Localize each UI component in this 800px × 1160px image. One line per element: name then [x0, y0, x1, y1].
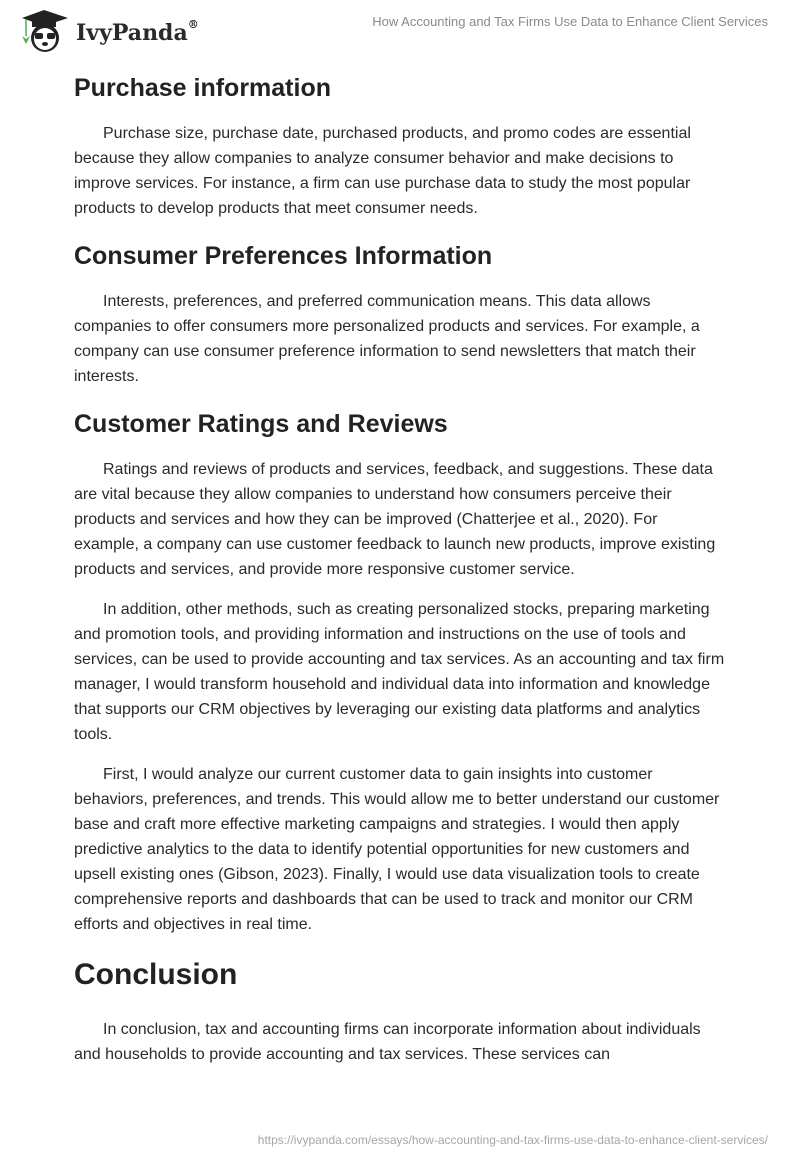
paragraph: Interests, preferences, and preferred communication means. This data allows companies to offer consumers more personalized products and services. For example, a company can use consumer preference information to send newsletters that match their interests. [74, 293, 700, 385]
panda-graduate-icon [18, 8, 74, 54]
essay-content [74, 70, 726, 1067]
source-url[interactable]: https://ivypanda.com/essays/how-accounting-and-tax-firms-use-data-to-enhance-client-services/ [257, 1133, 768, 1147]
logo-text: IvyPanda® [76, 18, 199, 46]
ivypanda-logo[interactable] [18, 8, 199, 54]
paragraph: Ratings and reviews of products and services, feedback, and suggestions. These data are vital because they allow companies to understand how consumers perceive their products and services and how they can be improved (Chatterjee et al., 2020). For example, a company can use customer feedback to launch new products, improve existing products and services, and provide more responsive customer service. [74, 461, 716, 578]
paragraph: In conclusion, tax and accounting firms can incorporate information about individuals and households to provide accounting and tax services. These services can [74, 1021, 701, 1063]
document-title: How Accounting and Tax Firms Use Data to Enhance Client Services [372, 14, 768, 29]
section-heading: Consumer Preferences Information [74, 242, 493, 270]
paragraph: First, I would analyze our current customer data to gain insights into customer behaviors, preferences, and trends. This would allow me to better understand our customer base and craft more effective marketing campaigns and strategies. I would then apply predictive analytics to the data to identify potential opportunities for new customers and upsell existing ones (Gibson, 2023). Finally, I would use data visualization tools to create comprehensive reports and dashboards that can be used to track and monitor our CRM efforts and objectives in real time. [74, 766, 720, 933]
paragraph: In addition, other methods, such as creating personalized stocks, preparing marketing and promotion tools, and providing information and instructions on the use of tools and services, can be used to provide accounting and tax services. As an accounting and tax firm manager, I would transform household and individual data into information and knowledge that supports our CRM objectives by leveraging our existing data platforms and analytics tools. [74, 601, 725, 743]
section-heading: Conclusion [74, 958, 238, 991]
section-heading: Purchase information [74, 74, 331, 102]
paragraph: Purchase size, purchase date, purchased products, and promo codes are essential because they allow companies to analyze consumer behavior and make decisions to improve services. For instance, a firm can use purchase data to study the most popular products to develop products that meet consumer needs. [74, 125, 691, 217]
section-heading: Customer Ratings and Reviews [74, 410, 448, 438]
page-header [0, 0, 800, 56]
